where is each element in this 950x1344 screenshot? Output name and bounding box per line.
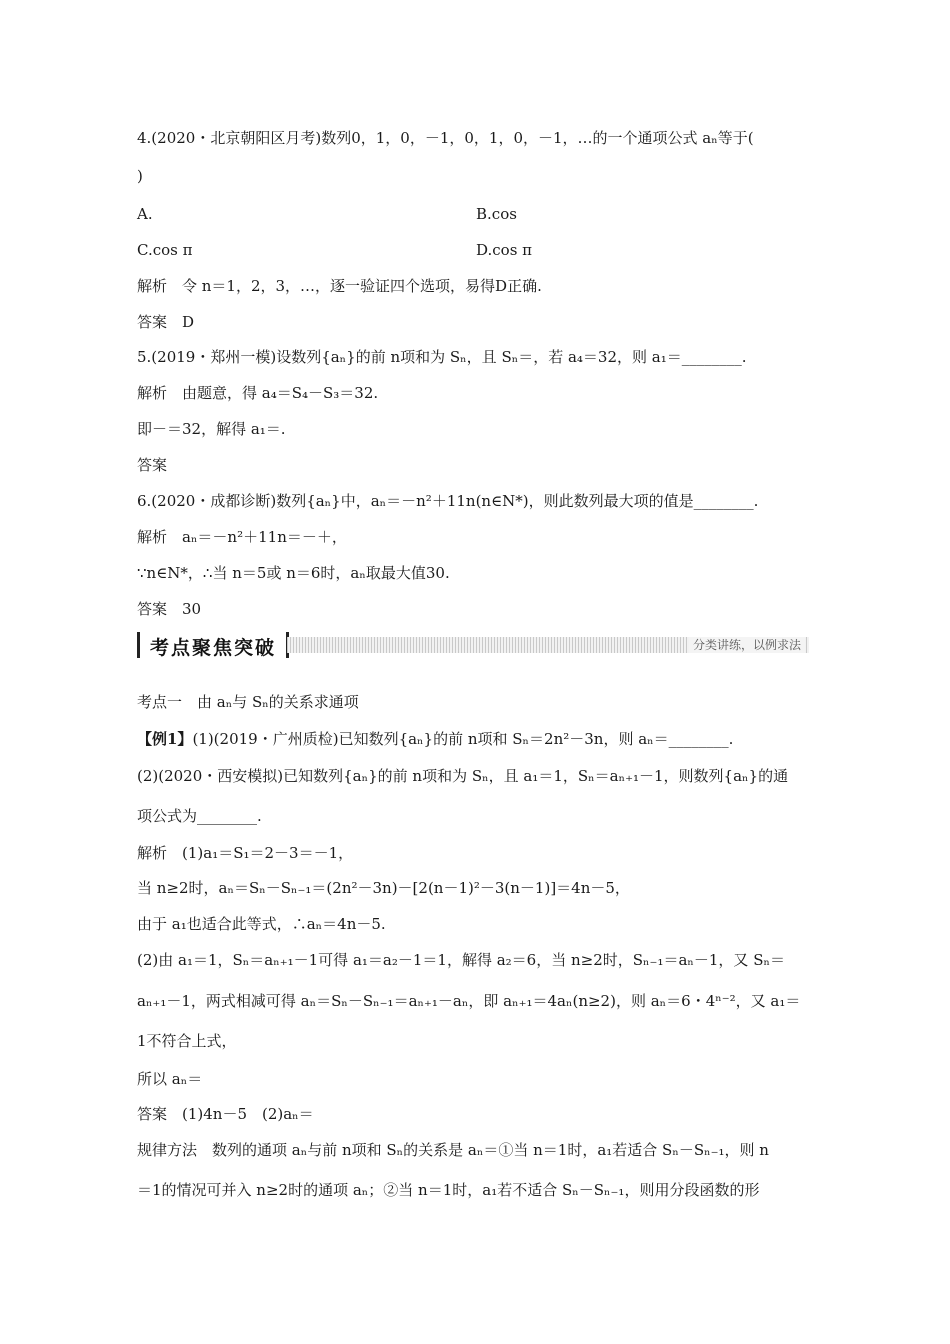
q5-stem: 5.(2019・郑州一模)设数列{aₙ}的前 n项和为 Sₙ，且 Sₙ＝，若 a₄＝32，则 a₁＝________. bbox=[137, 348, 747, 366]
q5-answer: 答案 bbox=[137, 456, 168, 474]
example-2-cont: 项公式为________. bbox=[137, 807, 262, 825]
method-line-2: ＝1的情况可并入 n≥2时的通项 aₙ；②当 n＝1时，a₁若不适合 Sₙ－Sₙ₋₁，则用分段函数的形 bbox=[137, 1181, 760, 1199]
q4-answer: 答案 D bbox=[137, 313, 195, 331]
method-line-1: 规律方法 数列的通项 aₙ与前 n项和 Sₙ的关系是 aₙ＝①当 n＝1时，a₁若适合 Sₙ－Sₙ₋₁，则 n bbox=[137, 1141, 769, 1159]
q6-analysis: 解析 aₙ＝－n²＋11n＝－＋， bbox=[137, 528, 347, 546]
solution-line-6: 1不符合上式， bbox=[137, 1032, 237, 1050]
q4-option-d: D.cos π bbox=[476, 241, 533, 259]
section-banner bbox=[137, 632, 809, 660]
banner-title: 考点聚焦突破 bbox=[150, 637, 277, 659]
solution-line-7: 所以 aₙ＝ bbox=[137, 1070, 203, 1088]
q5-step: 即－＝32，解得 a₁＝. bbox=[137, 420, 286, 438]
solution-line-3: 由于 a₁也适合此等式，∴aₙ＝4n－5. bbox=[137, 915, 386, 933]
solution-line-1: 解析 (1)a₁＝S₁＝2－3＝－1， bbox=[137, 844, 354, 862]
q4-stem: 4.(2020・北京朝阳区月考)数列0，1，0，－1，0，1，0，－1，…的一个通项公式 aₙ等于( bbox=[137, 129, 754, 147]
banner-subtitle: 分类讲练，以例求法 bbox=[689, 637, 805, 653]
q4-option-a: A. bbox=[137, 205, 153, 223]
q4-analysis: 解析 令 n＝1，2，3，…，逐一验证四个选项，易得D正确. bbox=[137, 277, 542, 295]
example-label: 【例1】 bbox=[137, 730, 193, 748]
solution-line-4: (2)由 a₁＝1，Sₙ＝aₙ₊₁－1可得 a₁＝a₂－1＝1，解得 a₂＝6，当 n≥2时，Sₙ₋₁＝aₙ－1，又 Sₙ＝ bbox=[137, 951, 785, 969]
topic-answer: 答案 (1)4n－5 (2)aₙ＝ bbox=[137, 1105, 314, 1123]
q4-option-b: B.cos bbox=[476, 205, 517, 223]
q5-analysis: 解析 由题意，得 a₄＝S₄－S₃＝32. bbox=[137, 384, 379, 402]
q6-answer: 答案 30 bbox=[137, 600, 202, 618]
q4-option-c: C.cos π bbox=[137, 241, 193, 259]
q6-step: ∵n∈N*，∴当 n＝5或 n＝6时，aₙ取最大值30. bbox=[137, 564, 450, 582]
q6-stem: 6.(2020・成都诊断)数列{aₙ}中，aₙ＝－n²＋11n(n∈N*)，则此数列最大项的值是________. bbox=[137, 492, 759, 510]
example-line-1 bbox=[137, 729, 733, 749]
topic-heading: 考点一 由 aₙ与 Sₙ的关系求通项 bbox=[137, 693, 359, 711]
example-2-text: (2)(2020・西安模拟)已知数列{aₙ}的前 n项和为 Sₙ，且 a₁＝1，Sₙ＝aₙ₊₁－1，则数列{aₙ}的通 bbox=[137, 767, 789, 785]
solution-line-2: 当 n≥2时，aₙ＝Sₙ－Sₙ₋₁＝(2n²－3n)－[2(n－1)²－3(n－1)]＝4n－5， bbox=[137, 879, 630, 897]
q4-stem-cont: ) bbox=[137, 167, 143, 185]
solution-line-5: aₙ₊₁－1，两式相减可得 aₙ＝Sₙ－Sₙ₋₁＝aₙ₊₁－aₙ，即 aₙ₊₁＝4aₙ(n≥2)，则 aₙ＝6・4ⁿ⁻²，又 a₁＝ bbox=[137, 992, 801, 1010]
banner-title-box bbox=[137, 632, 289, 658]
example-1-text: (1)(2019・广州质检)已知数列{aₙ}的前 n项和 Sₙ＝2n²－3n，则 aₙ＝________. bbox=[192, 730, 734, 748]
